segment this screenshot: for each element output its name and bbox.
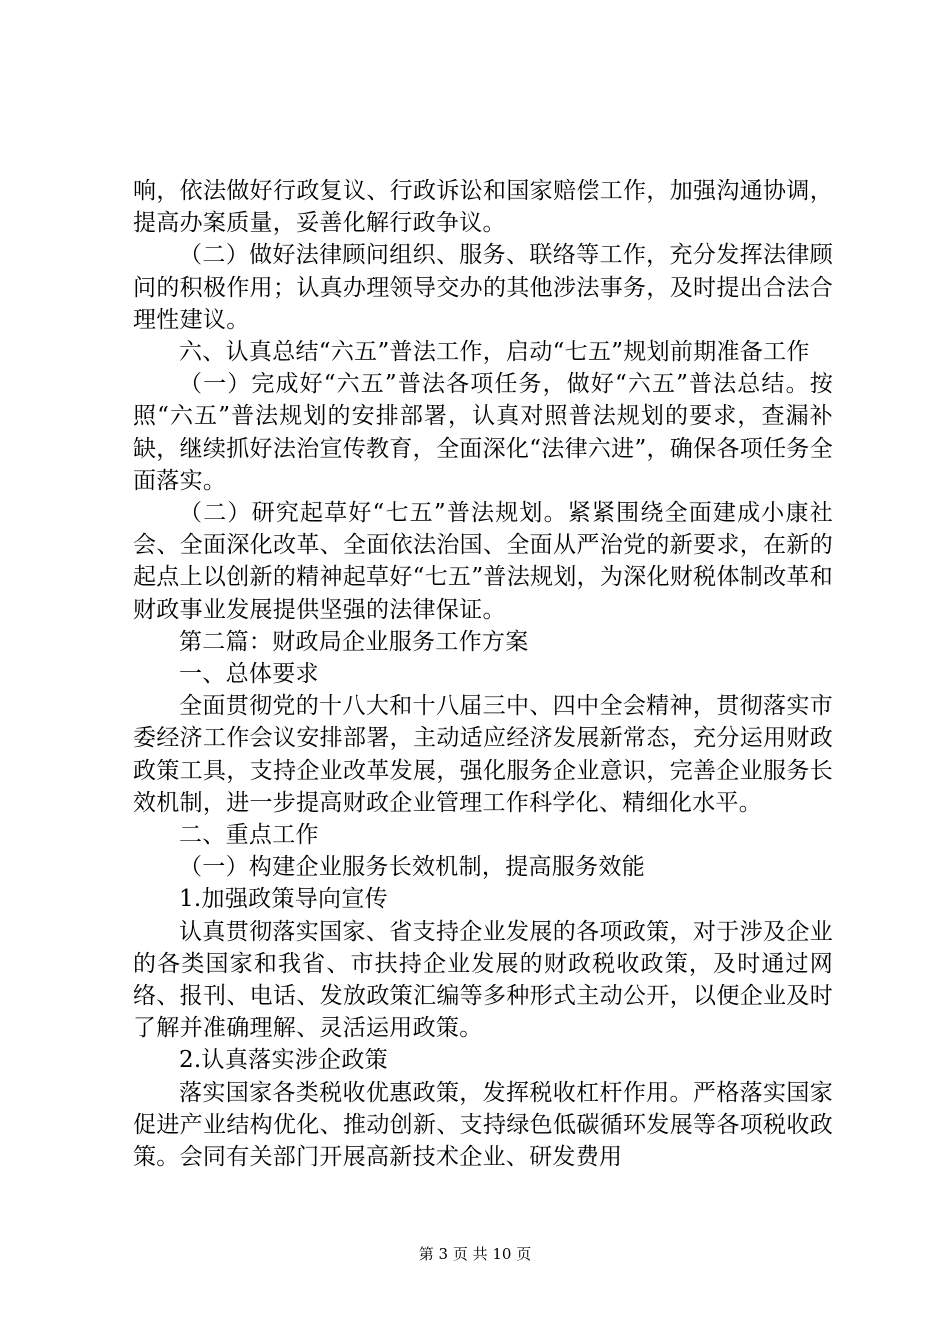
- paragraph-seven-five-draft: （二）研究起草好“七五”普法规划。紧紧围绕全面建成小康社会、全面深化改革、全面依法治国、全面从严治党的新要求，在新的起点上以创新的精神起草好“七五”普法规划，为深化财税体制改革和财政事业发展提供坚强的法律保证。: [133, 500, 833, 623]
- document-body: [133, 175, 833, 1173]
- section-heading-key-work: 二、重点工作: [179, 822, 319, 849]
- page-footer: 第 3 页 共 10 页: [418, 1245, 532, 1263]
- section-heading-six: 六、认真总结“六五”普法工作，启动“七五”规划前期准备工作: [179, 339, 810, 366]
- paragraph-legal-advisor: （二）做好法律顾问组织、服务、联络等工作，充分发挥法律顾问的积极作用；认真办理领导交办的其他涉法事务，及时提出合法合理性建议。: [133, 242, 833, 333]
- paragraph-six-five-summary: （一）完成好“六五”普法各项任务，做好“六五”普法总结。按照“六五”普法规划的安排部署，认真对照普法规划的要求，查漏补缺，继续抓好法治宣传教育，全面深化“法律六进”，确保各项任务全面落实。: [133, 371, 833, 494]
- subsection-heading-mechanism: （一）构建企业服务长效机制，提高服务效能: [179, 854, 645, 881]
- item-heading-policy-implementation: 2.认真落实涉企政策: [179, 1047, 388, 1074]
- paragraph-policy-implementation: 落实国家各类税收优惠政策，发挥税收杠杆作用。严格落实国家促进产业结构优化、推动创新、支持绿色低碳循环发展等各项税收政策。会同有关部门开展高新技术企业、研发费用: [133, 1079, 833, 1171]
- chapter-heading-second: 第二篇：财政局企业服务工作方案: [179, 628, 529, 655]
- paragraph-policy-promotion: 认真贯彻落实国家、省支持企业发展的各项政策，对于涉及企业的各类国家和我省、市扶持企业发展的财政税收政策，及时通过网络、报刊、电话、发放政策汇编等多种形式主动公开，以便企业及时了解并准确理解、灵活运用政策。: [133, 918, 833, 1042]
- paragraph-continued: 响，依法做好行政复议、行政诉讼和国家赔偿工作，加强沟通协调，提高办案质量，妥善化解行政争议。: [133, 178, 833, 237]
- paragraph-overall-requirements: 全面贯彻党的十八大和十八届三中、四中全会精神，贯彻落实市委经济工作会议安排部署，主动适应经济发展新常态，充分运用财政政策工具，支持企业改革发展，强化服务企业意识，完善企业服务长效机制，进一步提高财政企业管理工作科学化、精细化水平。: [133, 693, 833, 816]
- item-heading-policy-promotion: 1.加强政策导向宣传: [179, 886, 388, 913]
- section-heading-overall: 一、总体要求: [179, 661, 319, 688]
